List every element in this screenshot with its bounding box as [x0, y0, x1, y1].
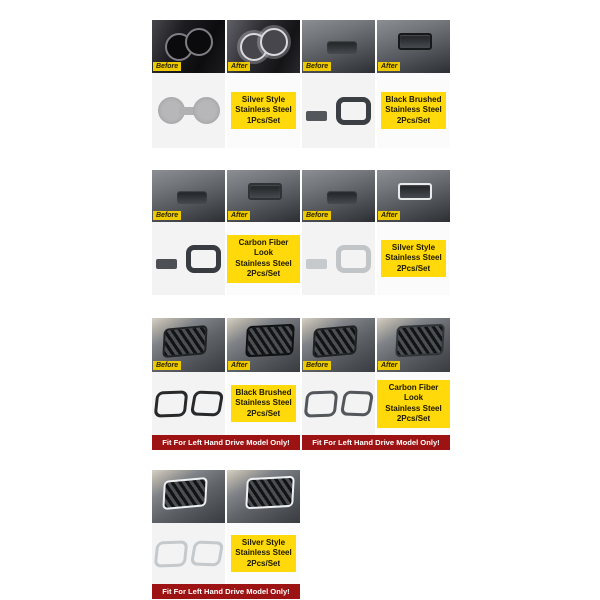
before-after-photos [152, 318, 300, 372]
product-preview [152, 372, 225, 435]
before-after-photos [302, 20, 450, 73]
before-photo-glovebox [302, 170, 375, 222]
label-area [227, 73, 300, 148]
cupholder-trim-piece [158, 97, 220, 124]
glovebox-handle [398, 33, 432, 50]
after-photo-cupholder [227, 20, 300, 73]
after-tag: After [378, 62, 400, 71]
product-preview [302, 73, 375, 148]
after-tag: After [228, 361, 250, 370]
trim-frame-piece [336, 245, 371, 273]
vent-trim-set [155, 391, 222, 417]
product-label [377, 380, 450, 428]
trim-circle [193, 97, 220, 124]
label-area [377, 73, 450, 148]
ac-vent [245, 324, 295, 358]
vent-frame-piece [190, 541, 224, 567]
product-label [231, 385, 295, 423]
label-line: Silver Style [241, 94, 286, 104]
trim-button-piece [156, 259, 177, 269]
label-line: 1Pcs/Set [246, 115, 281, 125]
label-line: Silver Style [391, 242, 436, 252]
label-line: 2Pcs/Set [396, 414, 431, 423]
label-line: Black Brushed [235, 387, 292, 397]
after-photo-glovebox [377, 170, 450, 222]
vent-trim-set [305, 391, 372, 417]
trim-button-piece [306, 111, 327, 121]
product-label [231, 92, 295, 130]
panel-glovebox-carbon [152, 170, 300, 295]
label-line: 2Pcs/Set [246, 558, 281, 568]
ac-vent [162, 325, 207, 358]
product-label [227, 235, 300, 283]
vent-frame-piece [304, 390, 339, 417]
panel-glovebox-silver [302, 170, 450, 295]
after-tag: After [228, 211, 250, 220]
product-preview [152, 523, 225, 584]
vent-frame-piece [154, 540, 189, 567]
label-area [377, 372, 450, 435]
label-line: Stainless Steel [385, 253, 442, 263]
label-line: Stainless Steel [235, 548, 292, 558]
trim-frame-piece [336, 97, 371, 125]
panel-vent-carbon [302, 318, 450, 450]
product-preview [302, 372, 375, 435]
glovebox-handle [327, 191, 357, 204]
glovebox-trim-set [156, 245, 221, 273]
glovebox-handle [177, 191, 207, 204]
before-photo-vent [302, 318, 375, 372]
label-line: Stainless Steel [235, 398, 292, 408]
before-photo-glovebox [152, 170, 225, 222]
product-strip [302, 372, 450, 435]
label-area [227, 523, 300, 584]
after-tag: After [378, 211, 400, 220]
before-photo-cupholder [152, 20, 225, 73]
product-strip [152, 372, 300, 435]
after-photo-vent [377, 318, 450, 372]
after-photo-glovebox [377, 20, 450, 73]
cupholder-opening [260, 28, 288, 56]
ac-vent [162, 477, 207, 510]
before-after-photos [152, 20, 300, 73]
glovebox-trim-set [306, 97, 371, 125]
label-line: Stainless Steel [235, 105, 292, 115]
panel-cupholder-silver [152, 20, 300, 148]
product-label [381, 92, 445, 130]
label-line: Carbon Fiber Look [388, 382, 439, 402]
product-preview [152, 222, 225, 295]
label-area [227, 222, 300, 295]
cupholder-opening [185, 28, 213, 56]
glovebox-trim-set [306, 245, 371, 273]
ac-vent [245, 476, 295, 510]
label-line: Silver Style [241, 537, 286, 547]
after-photo-glovebox [227, 170, 300, 222]
vent-frame-piece [154, 390, 189, 417]
photo-vent-silver-left [152, 470, 225, 523]
trim-button-piece [306, 259, 327, 269]
lhd-only-banner: Fit For Left Hand Drive Model Only! [302, 435, 450, 450]
product-label [231, 535, 295, 573]
photo-vent-silver-right [227, 470, 300, 523]
product-strip [302, 73, 450, 148]
panel-vent-black-brushed [152, 318, 300, 450]
product-preview [302, 222, 375, 295]
before-tag: Before [303, 62, 331, 71]
lhd-only-banner: Fit For Left Hand Drive Model Only! [152, 435, 300, 450]
ac-vent [395, 324, 445, 358]
before-tag: Before [153, 361, 181, 370]
lhd-only-banner: Fit For Left Hand Drive Model Only! [152, 584, 300, 599]
label-line: 2Pcs/Set [246, 269, 281, 278]
label-line: Carbon Fiber Look [238, 237, 289, 257]
label-line: 2Pcs/Set [246, 408, 281, 418]
after-photo-vent [227, 318, 300, 372]
before-after-photos [152, 170, 300, 222]
after-tag: After [378, 361, 400, 370]
product-strip [152, 222, 300, 295]
label-line: Black Brushed [385, 94, 442, 104]
vent-trim-set [155, 541, 222, 567]
label-line: 2Pcs/Set [396, 263, 431, 273]
before-tag: Before [303, 211, 331, 220]
after-tag: After [228, 62, 250, 71]
before-tag: Before [303, 361, 331, 370]
trim-frame-piece [186, 245, 221, 273]
product-strip [152, 73, 300, 148]
panel-glovebox-black-brushed [302, 20, 450, 148]
label-line: Stainless Steel [235, 258, 292, 268]
panel-vent-silver [152, 470, 300, 599]
before-after-photos [302, 170, 450, 222]
label-area [377, 222, 450, 295]
label-area [227, 372, 300, 435]
product-strip [152, 523, 300, 584]
before-photo-vent [152, 318, 225, 372]
label-line: Stainless Steel [385, 105, 442, 115]
vent-frame-piece [340, 391, 374, 417]
glovebox-handle [327, 41, 357, 54]
vent-frame-piece [190, 391, 224, 417]
glovebox-handle [248, 183, 282, 200]
before-tag: Before [153, 211, 181, 220]
before-after-photos [152, 470, 300, 523]
product-preview [152, 73, 225, 148]
before-after-photos [302, 318, 450, 372]
glovebox-handle [398, 183, 432, 200]
product-strip [302, 222, 450, 295]
label-line: 2Pcs/Set [396, 115, 431, 125]
product-label [381, 240, 445, 278]
ac-vent [312, 325, 357, 358]
before-tag: Before [153, 62, 181, 71]
before-photo-glovebox [302, 20, 375, 73]
label-line: Stainless Steel [385, 403, 442, 413]
